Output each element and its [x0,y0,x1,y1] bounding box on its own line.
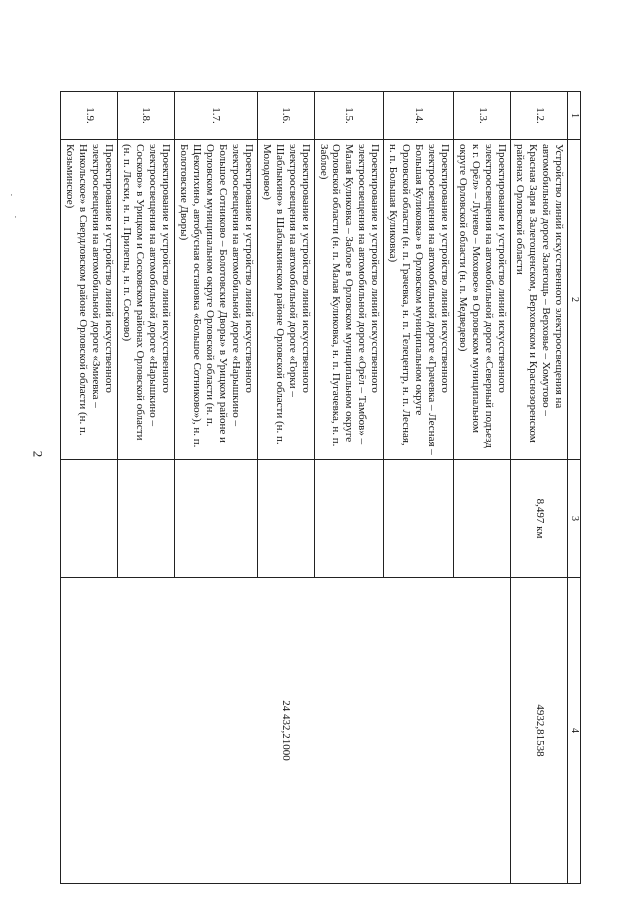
column-header-4: 4 [568,578,581,884]
scan-speck: · [10,190,13,200]
row-length [61,460,118,578]
row-length [174,460,257,578]
row-number: 1.8. [118,92,175,140]
row-description: Устройство линий искусственного электроосвещения на автомобильной дороге Залегощь – Верховье – Хомутово – Красная Заря в Залегощенском, Верховском и Краснозоренском районах Орловской области [511,140,568,460]
row-description: Проектирование и устройство линий искусственного электроосвещения на автомобильной дороге «Нарышкино – Сосково» в Урицком и Сосковском районах Орловской области (н. п. Лески, н. п. Прилепы, н. п. Сосково) [118,140,175,460]
row-length [257,460,314,578]
row-description: Проектирование и устройство линий искусственного электроосвещения на автомобильной дороге «Грачевка – Лесная – Большая Куликовка» в Орловском муниципальном округе Орловской области (н. п. Грачевка, н. п. Телецентр, н. п. Лесная, н. п. Большая Куликовка) [384,140,454,460]
row-number: 1.3. [454,92,511,140]
table-wrapper [64,91,581,883]
row-description: Проектирование и устройство линий искусственного электроосвещения на автомобильной дороге «Орёл – Тамбов» – Малая Куликовка – Заблое в Орловском муниципальном округе Орловской области (н. п. Малая Куликовка, н. п. Пугачевка, н. п. Заблое) [314,140,384,460]
row-length [314,460,384,578]
row-number: 1.5. [314,92,384,140]
table-header-row [568,92,581,884]
row-number: 1.4. [384,92,454,140]
row-number: 1.2. [511,92,568,140]
row-description: Проектирование и устройство линий искусственного электроосвещения на автомобильной дороге «Нарышкино – Большое Сотниково – Болотовские Дворы» в Урицком районе и Орловском муниципальном округе Орловской области (н. п. Щекотихино, автобусная остановка «Большое Сотниково»), н. п. Болотовские Дворы) [174,140,257,460]
row-description: Проектирование и устройство линий искусственного электроосвещения на автомобильной дороге «Горки – Шаблыкино» в Шаблыкинском районе Орловской области (н. п. Молодовое) [257,140,314,460]
column-header-1: 1 [568,92,581,140]
table-row [511,92,568,884]
page-number: 2 [30,450,46,458]
rotated-table-container [64,91,581,883]
row-length: 8,497 км [511,460,568,578]
row-length [118,460,175,578]
column-header-3: 3 [568,460,581,578]
row-number: 1.6. [257,92,314,140]
works-table [60,91,581,884]
column-header-2: 2 [568,140,581,460]
row-number: 1.7. [174,92,257,140]
row-number: 1.9. [61,92,118,140]
table-row [454,92,511,884]
row-description: Проектирование и устройство линий искусственного электроосвещения на автомобильной дороге «Змиевка – Никольское» в Свердловском районе Орловской области (н. п. Козьминское) [61,140,118,460]
row-length [384,460,454,578]
row-cost-merged: 24 432,21000 [61,578,511,884]
row-cost: 4932,81538 [511,578,568,884]
row-length [454,460,511,578]
row-description: Проектирование и устройство линий искусственного электроосвещения на автомобильной дороге «Северный подъезд к г. Орёл» – Лунево – Моховое» в Орловском муниципальном округе Орловской области (н. п. Медведево) [454,140,511,460]
scan-speck: · [14,212,17,222]
